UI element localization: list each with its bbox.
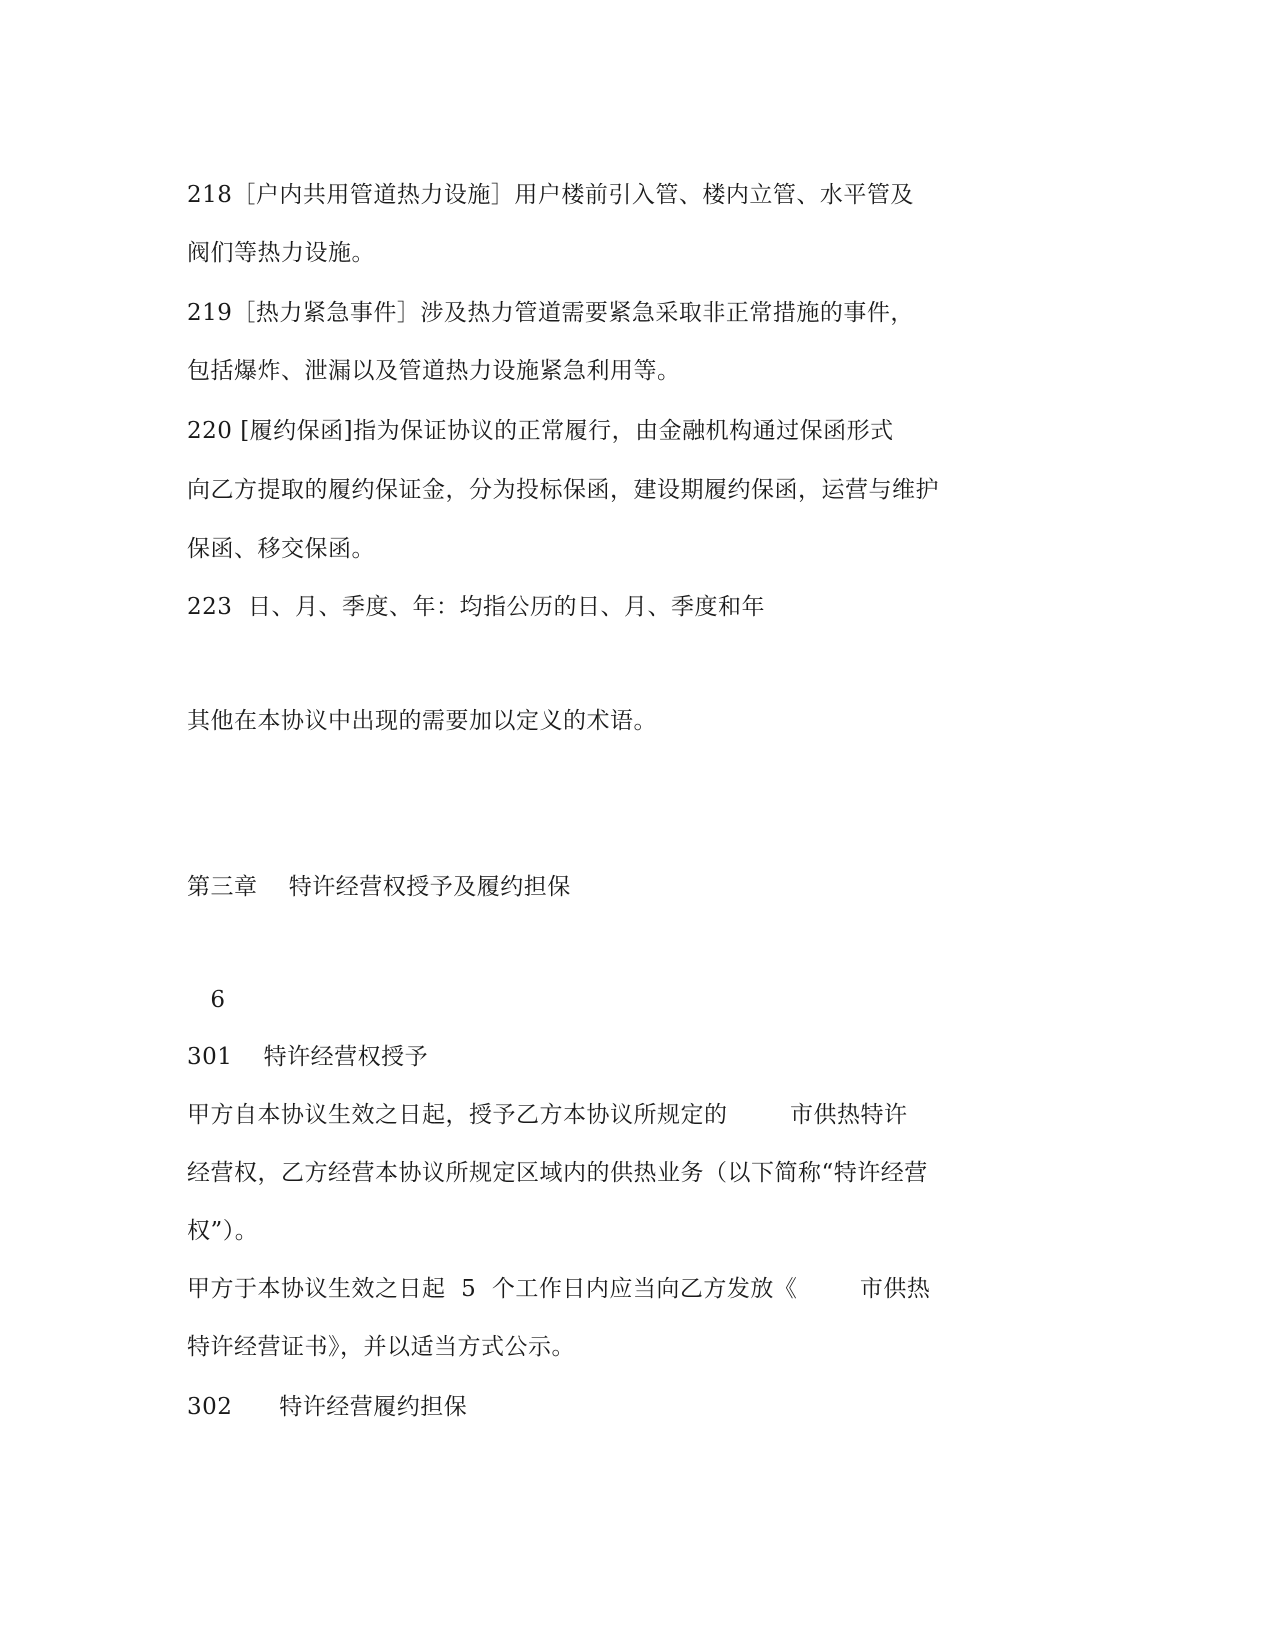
section-301-heading: 301 特许经营权授予: [187, 1044, 429, 1070]
page-number: 6: [187, 987, 226, 1013]
section-301-para-2-line-1: 甲方于本协议生效之日起 5 个工作日内应当向乙方发放《 市供热: [187, 1276, 931, 1302]
section-301-para-1-line-1: 甲方自本协议生效之日起，授予乙方本协议所规定的 市供热特许: [187, 1102, 908, 1128]
section-302-heading: 302 特许经营履约担保: [187, 1394, 468, 1420]
other-terms-line: 其他在本协议中出现的需要加以定义的术语。: [187, 708, 657, 734]
clause-220-line-2: 向乙方提取的履约保证金，分为投标保函，建设期履约保函，运营与维护: [187, 477, 939, 503]
section-301-para-1-line-3: 权”）。: [187, 1218, 259, 1244]
clause-218-line-1: 218［户内共用管道热力设施］用户楼前引入管、楼内立管、水平管及: [187, 182, 914, 208]
clause-220-line-3: 保函、移交保函。: [187, 536, 375, 562]
clause-220-line-1: 220 [履约保函]指为保证协议的正常履行，由金融机构通过保函形式: [187, 418, 894, 444]
section-301-para-2-line-2: 特许经营证书》，并以适当方式公示。: [187, 1334, 575, 1360]
clause-219-line-2: 包括爆炸、泄漏以及管道热力设施紧急利用等。: [187, 358, 681, 384]
clause-218-line-2: 阀们等热力设施。: [187, 240, 375, 266]
clause-223-line: 223 日、月、季度、年：均指公历的日、月、季度和年: [187, 594, 766, 620]
section-301-para-1-line-2: 经营权，乙方经营本协议所规定区域内的供热业务（以下简称“特许经营: [187, 1160, 928, 1186]
chapter-heading: 第三章 特许经营权授予及履约担保: [187, 874, 571, 900]
clause-219-line-1: 219［热力紧急事件］涉及热力管道需要紧急采取非正常措施的事件，: [187, 300, 914, 326]
